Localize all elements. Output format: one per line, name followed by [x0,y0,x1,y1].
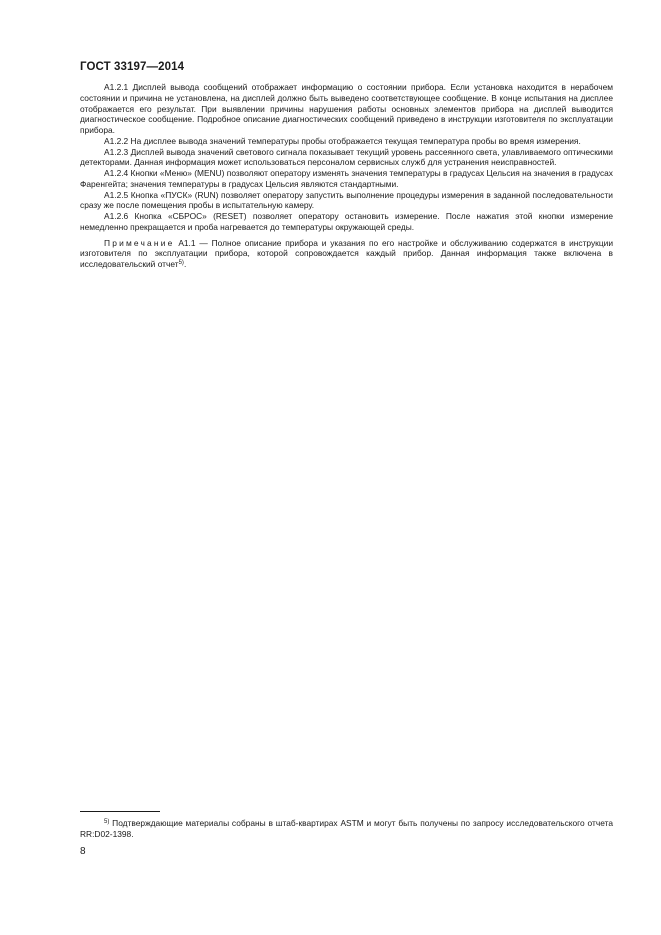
paragraph-a1-2-6: А1.2.6 Кнопка «СБРОС» (RESET) позволяет оператору остановить измерение. После нажатия этой кнопки измерение немедленно прекращается и проба нагревается до температуры окружающей среды. [80,211,613,232]
page-number: 8 [80,846,86,857]
note-end: . [183,259,187,269]
paragraph-a1-2-5: А1.2.5 Кнопка «ПУСК» (RUN) позволяет оператору запустить выполнение процедуры измерения в заданной последовательности сразу же после помещения пробы в испытательную камеру. [80,189,613,211]
footnote-marker: 5) [104,819,110,825]
paragraph-a1-2-2: А1.2.2 На дисплее вывода значений температуры пробы отображается текущая температура пробы во время измерения. [104,135,581,146]
note-label: Примечание [104,237,175,248]
footnote-reference[interactable]: 5) [178,260,184,266]
note [80,238,613,270]
paragraph-a1-2-3: А1.2.3 Дисплей вывода значений светового сигнала показывает текущий уровень рассеянного света, улавливаемого оптическими детекторами. Данная информация может использоваться персоналом сервисных служб для устранения неисправностей. [80,146,613,168]
footnote-divider [80,811,160,812]
note-text: А1.1 — Полное описание прибора и указания по его настройке и обслуживанию содержатся в инструкции изготовителя по эксплуатации прибора, которой сопровождается каждый прибор. Данная информация также включена в исследовательский отчет [80,237,613,269]
body-text [80,82,613,270]
document-header: ГОСТ 33197—2014 [80,61,185,73]
footnote [80,818,613,840]
paragraph-a1-2-1: А1.2.1 Дисплей вывода сообщений отображает информацию о состоянии прибора. Если установка находится в нерабочем состоянии и причина не установлена, на дисплей должно быть выведено соответствующее сообщение. В конце испытания на дисплее отображается его результат. При выявлении причины нарушения работы основных элементов прибора на дисплей выводится диагностическое сообщение. Подробное описание диагностических сообщений приведено в инструкции изготовителя по эксплуатации прибора. [80,82,613,135]
footnote-text: Подтверждающие материалы собраны в штаб-квартирах ASTM и могут быть получены по запросу исследовательского отчета RR:D02-1398. [80,818,613,839]
paragraph-a1-2-4: А1.2.4 Кнопки «Меню» (MENU) позволяют оператору изменять значения температуры в градусах Цельсия на значения в градусах Фаренгейта; значения температуры в градусах Цельсия являются стандартными. [80,168,613,189]
